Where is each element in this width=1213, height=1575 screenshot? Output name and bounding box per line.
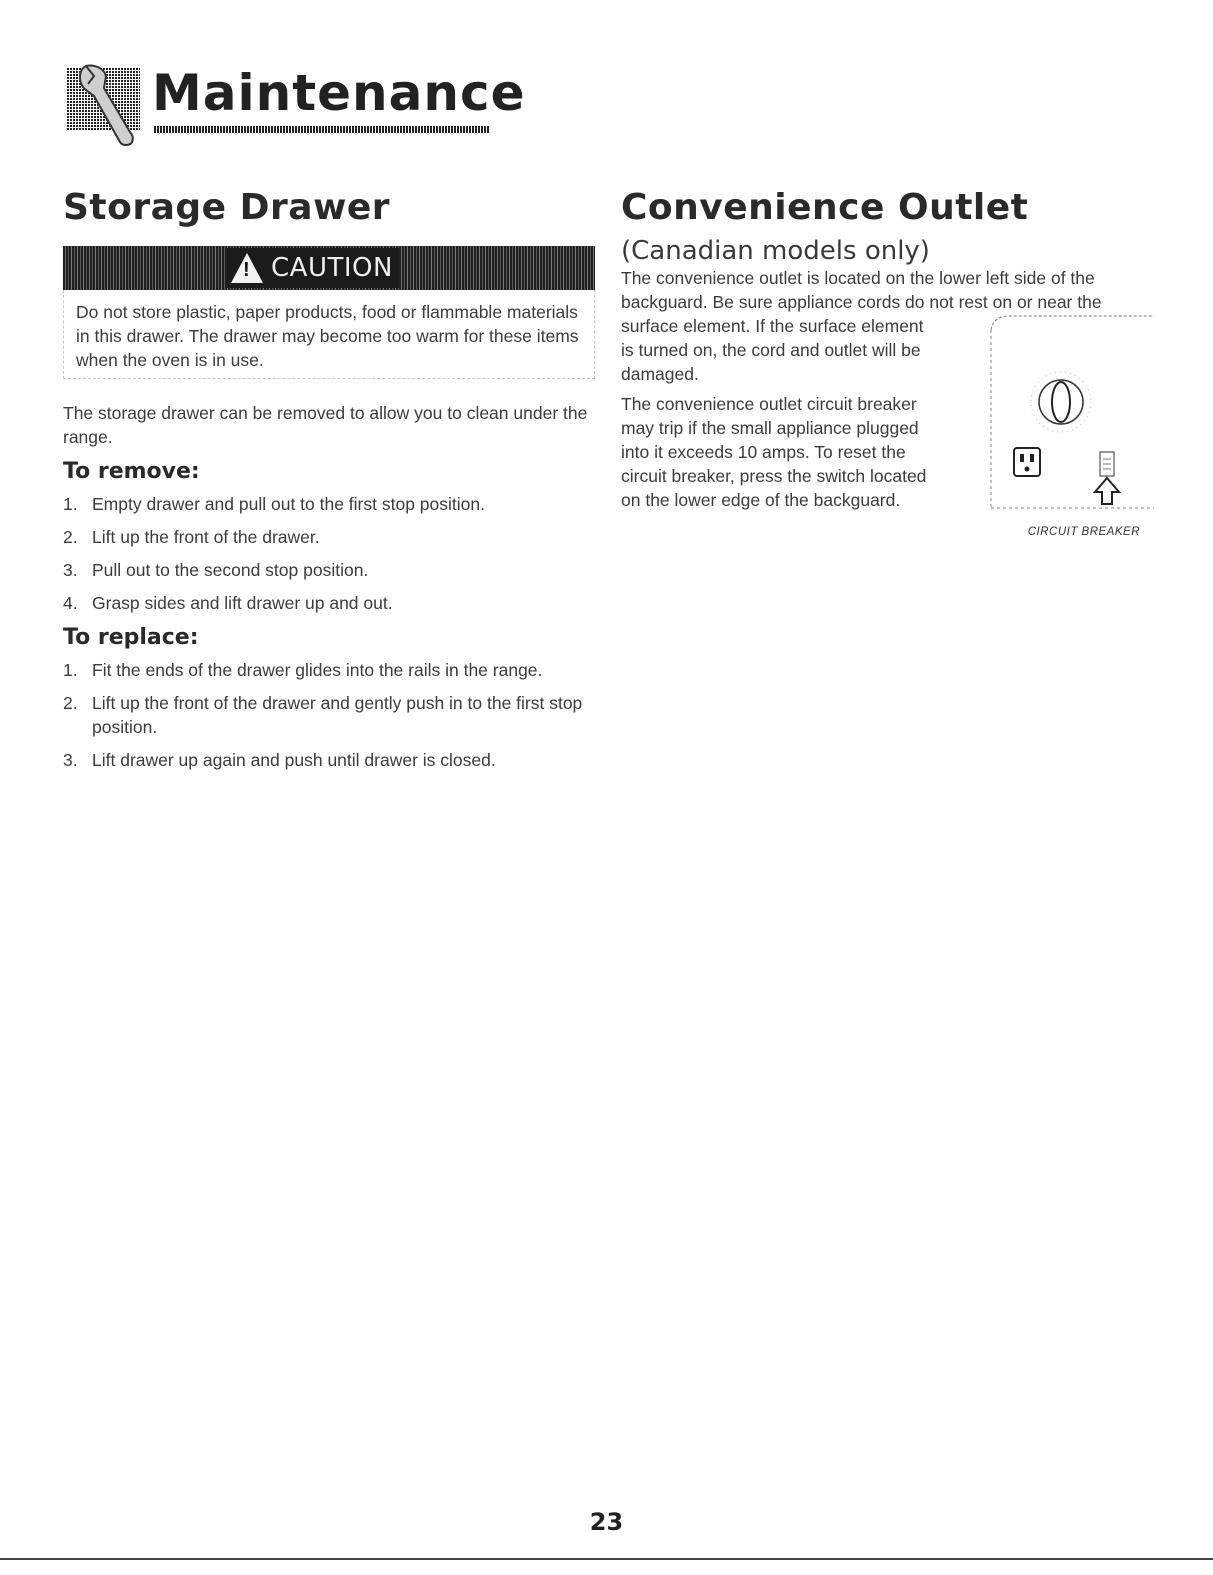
caution-text-label: CAUTION	[271, 253, 393, 283]
outlet-warning-paragraph: surface element. If the surface element is turned on, the cord and outlet will be damaged.	[621, 316, 924, 384]
replace-steps	[63, 658, 598, 772]
remove-steps	[63, 492, 598, 615]
storage-drawer-title: Storage Drawer	[63, 187, 390, 228]
wrench-icon	[64, 62, 148, 148]
control-knob-icon	[1031, 372, 1091, 432]
storage-drawer-section	[63, 188, 598, 781]
bottom-rule	[0, 1558, 1213, 1560]
caution-message: Do not store plastic, paper products, food or flammable materials in this drawer. The drawer may become too warm for these items when the oven is in use.	[63, 290, 595, 379]
convenience-outlet-section	[621, 187, 1149, 538]
page-number: 23	[589, 1508, 624, 1536]
caution-label	[227, 248, 399, 288]
convenience-outlet-title: Convenience Outlet	[621, 187, 1029, 228]
caution-bar	[63, 246, 595, 290]
backguard-illustration	[989, 312, 1154, 512]
breaker-paragraph: The convenience outlet circuit breaker may trip if the small appliance plugged into it exceeds 10 amps. To reset the circuit breaker, press the switch located on the lower edge of the backguard.	[621, 394, 927, 510]
page-header	[64, 62, 526, 152]
list-item: 2. Lift up the front of the drawer and gently push in to the first stop position.	[63, 693, 583, 737]
arrow-up-icon	[1095, 478, 1119, 504]
list-item: 3. Pull out to the second stop position.	[63, 560, 369, 580]
list-item: 3. Lift drawer up again and push until drawer is closed.	[63, 750, 496, 770]
list-item: 1. Empty drawer and pull out to the first stop position.	[63, 494, 485, 514]
electrical-outlet-icon	[1014, 448, 1040, 476]
outlet-line-1: The convenience outlet is located on the lower left side of the	[621, 268, 1095, 288]
list-item: 2. Lift up the front of the drawer.	[63, 527, 320, 547]
storage-drawer-intro: The storage drawer can be removed to allow you to clean under the range.	[63, 403, 588, 447]
convenience-outlet-subtitle: (Canadian models only)	[621, 236, 930, 266]
circuit-breaker-icon	[1100, 452, 1114, 476]
remove-heading: To remove:	[63, 459, 200, 484]
page-title: Maintenance	[152, 64, 526, 122]
warning-icon: !	[231, 253, 263, 283]
outlet-line-2: backguard. Be sure appliance cords do not rest on or near the	[621, 292, 1102, 312]
figure-caption: CIRCUIT BREAKER	[1027, 526, 1140, 538]
list-item: 4. Grasp sides and lift drawer up and out.	[63, 593, 393, 613]
replace-heading: To replace:	[63, 625, 199, 650]
caution-box	[63, 246, 595, 379]
outlet-description	[621, 266, 1149, 314]
header-rule	[154, 126, 490, 133]
list-item: 1. Fit the ends of the drawer glides into the rails in the range.	[63, 660, 543, 680]
